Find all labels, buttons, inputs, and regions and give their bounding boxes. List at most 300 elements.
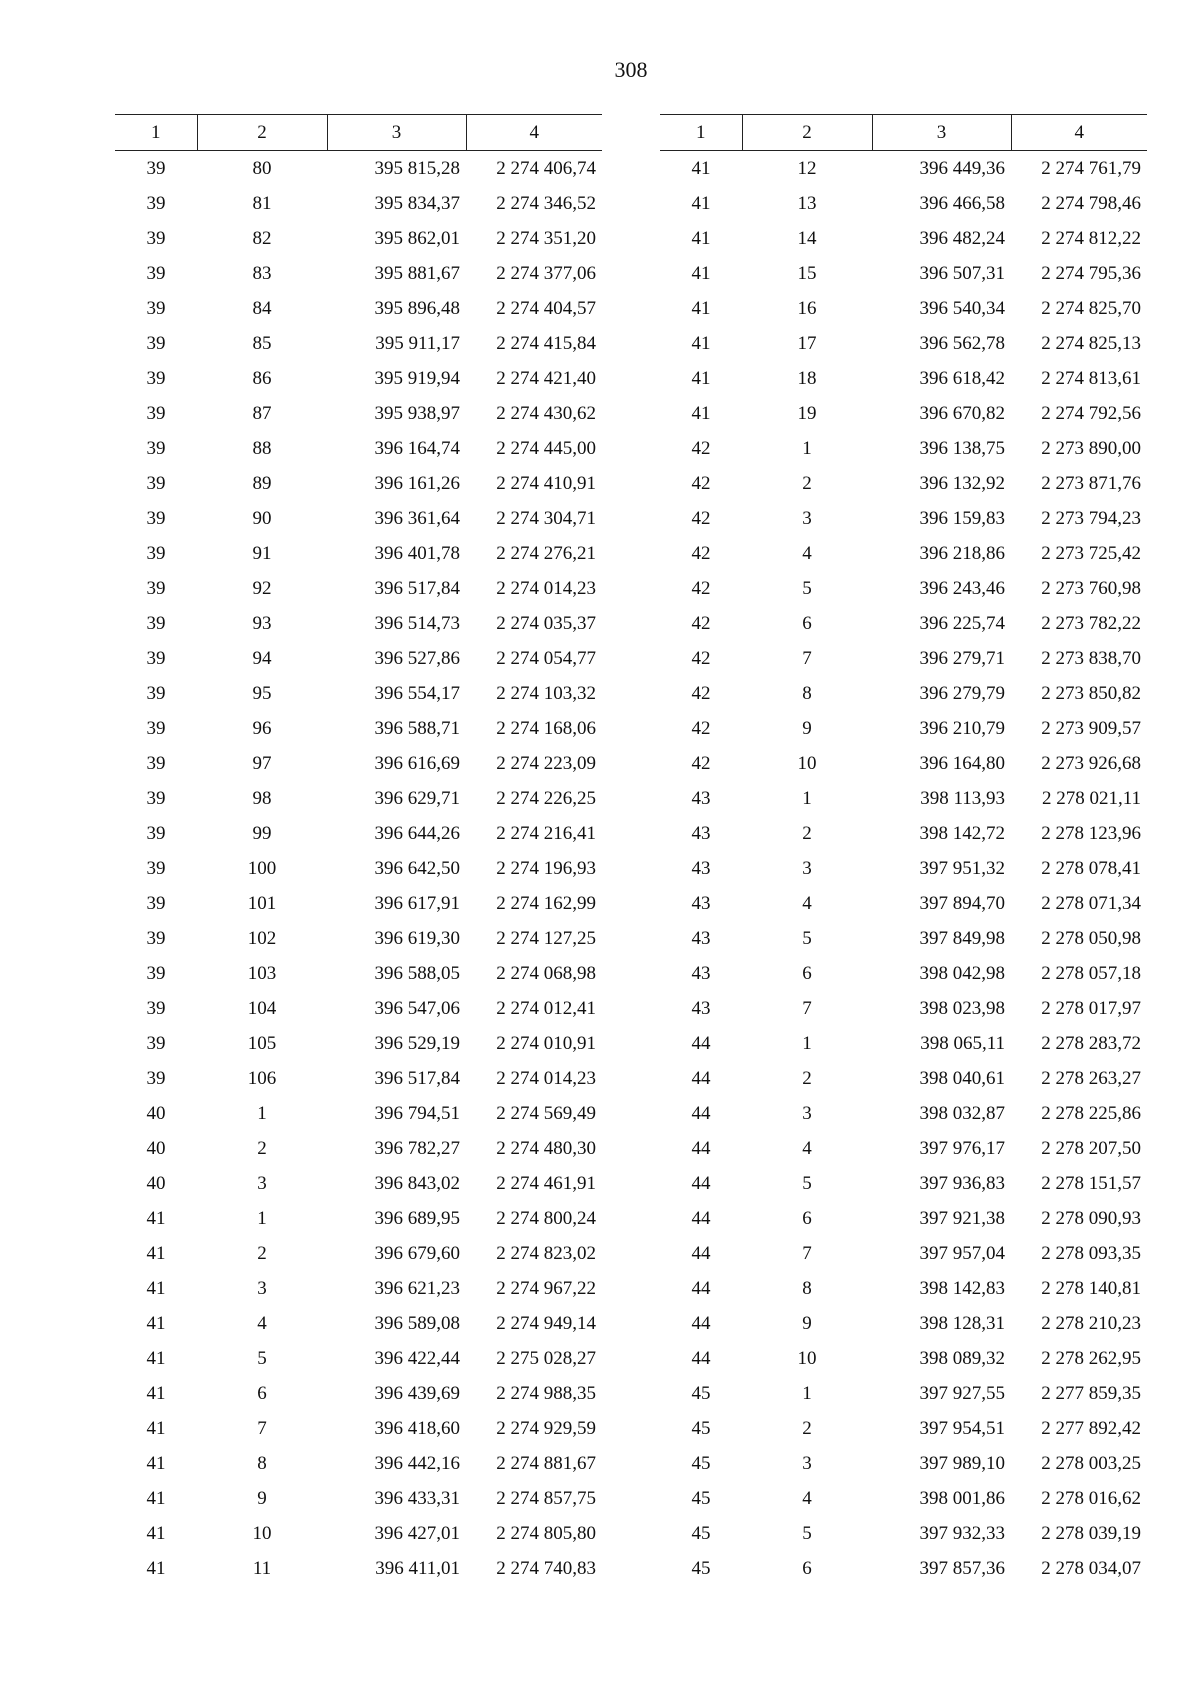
table-cell: 5 — [802, 578, 812, 599]
table-row — [115, 1236, 602, 1271]
table-cell: 44 — [691, 1138, 711, 1159]
table-cell: 2 274 406,74 — [496, 158, 596, 179]
table-cell: 39 — [146, 578, 166, 599]
table-cell: 10 — [797, 1348, 817, 1369]
table-cell: 398 089,32 — [919, 1348, 1005, 1369]
table-row — [115, 151, 602, 187]
table-row — [660, 1026, 1147, 1061]
table-cell: 396 411,01 — [375, 1558, 460, 1579]
table-cell: 88 — [252, 438, 272, 459]
table-row — [115, 221, 602, 256]
table-cell: 41 — [146, 1558, 166, 1579]
table-cell: 396 279,79 — [919, 683, 1005, 704]
table-row — [115, 466, 602, 501]
table-cell: 39 — [146, 753, 166, 774]
table-cell: 39 — [146, 858, 166, 879]
table-cell: 2 274 825,13 — [1041, 333, 1141, 354]
table-row — [115, 991, 602, 1026]
table-row — [115, 606, 602, 641]
table-cell: 396 422,44 — [374, 1348, 460, 1369]
table-row — [660, 571, 1147, 606]
table-cell: 41 — [691, 403, 711, 424]
table-cell: 2 — [257, 1243, 267, 1264]
table-cell: 2 — [802, 1068, 812, 1089]
table-cell: 2 274 421,40 — [496, 368, 596, 389]
column-header-4: 4 — [466, 115, 602, 151]
table-cell: 44 — [691, 1208, 711, 1229]
table-cell: 397 976,17 — [919, 1138, 1005, 1159]
table-row — [115, 641, 602, 676]
table-cell: 3 — [257, 1173, 267, 1194]
page-number: 308 — [614, 57, 648, 82]
table-cell: 2 274 196,93 — [496, 858, 596, 879]
table-cell: 43 — [691, 823, 711, 844]
table-cell: 41 — [146, 1208, 166, 1229]
table-cell: 2 278 050,98 — [1041, 928, 1141, 949]
table-header — [115, 115, 602, 151]
table-cell: 2 274 461,91 — [496, 1173, 596, 1194]
table-cell: 2 274 761,79 — [1041, 158, 1141, 179]
table-row — [660, 1236, 1147, 1271]
table-cell: 396 225,74 — [919, 613, 1005, 634]
table-row — [115, 1061, 602, 1096]
table-cell: 2 274 216,41 — [496, 823, 596, 844]
table-cell: 2 274 351,20 — [496, 228, 596, 249]
table-row — [660, 536, 1147, 571]
table-row — [115, 1376, 602, 1411]
table-row — [660, 151, 1147, 187]
table-row — [115, 1026, 602, 1061]
table-cell: 5 — [257, 1348, 267, 1369]
table-cell: 2 278 151,57 — [1041, 1173, 1141, 1194]
table-cell: 2 274 276,21 — [496, 543, 596, 564]
table-row — [115, 921, 602, 956]
table-cell: 2 274 430,62 — [496, 403, 596, 424]
table-cell: 396 401,78 — [374, 543, 460, 564]
table-row — [660, 1271, 1147, 1306]
table-cell: 7 — [802, 998, 812, 1019]
table-cell: 2 273 871,76 — [1041, 473, 1141, 494]
table-cell: 2 274 127,25 — [496, 928, 596, 949]
table-cell: 8 — [802, 683, 812, 704]
table-row — [660, 291, 1147, 326]
table-cell: 397 849,98 — [919, 928, 1005, 949]
table-cell: 2 274 795,36 — [1041, 263, 1141, 284]
table-cell: 7 — [802, 1243, 812, 1264]
table-cell: 2 274 162,99 — [496, 893, 596, 914]
table-cell: 396 540,34 — [919, 298, 1005, 319]
coordinates-table-left — [115, 114, 602, 1586]
table-cell: 8 — [802, 1278, 812, 1299]
table-cell: 83 — [252, 263, 272, 284]
table-cell: 82 — [252, 228, 272, 249]
table-cell: 2 277 892,42 — [1041, 1418, 1141, 1439]
table-cell: 92 — [252, 578, 272, 599]
table-cell: 396 670,82 — [919, 403, 1005, 424]
table-cell: 43 — [691, 928, 711, 949]
table-row — [660, 1481, 1147, 1516]
table-cell: 95 — [252, 683, 272, 704]
table-cell: 2 274 168,06 — [496, 718, 596, 739]
table-cell: 43 — [691, 963, 711, 984]
table-cell: 2 274 798,46 — [1041, 193, 1141, 214]
table-cell: 45 — [691, 1523, 711, 1544]
table-cell: 2 274 346,52 — [496, 193, 596, 214]
table-cell: 39 — [146, 788, 166, 809]
table-cell: 41 — [691, 368, 711, 389]
table-cell: 45 — [691, 1488, 711, 1509]
table-cell: 96 — [252, 718, 272, 739]
table-row — [115, 676, 602, 711]
table-cell: 2 — [802, 473, 812, 494]
table-cell: 45 — [691, 1558, 711, 1579]
table-cell: 104 — [247, 998, 277, 1019]
table-cell: 2 278 039,19 — [1041, 1523, 1141, 1544]
table-cell: 98 — [252, 788, 272, 809]
table-cell: 7 — [257, 1418, 267, 1439]
table-cell: 2 278 057,18 — [1041, 963, 1141, 984]
table-cell: 395 911,17 — [375, 333, 460, 354]
table-cell: 2 273 782,22 — [1041, 613, 1141, 634]
table-row — [115, 256, 602, 291]
table-row — [660, 991, 1147, 1026]
table-cell: 2 278 123,96 — [1041, 823, 1141, 844]
table-cell: 398 001,86 — [919, 1488, 1005, 1509]
table-cell: 2 274 480,30 — [496, 1138, 596, 1159]
table-cell: 397 927,55 — [919, 1383, 1005, 1404]
table-cell: 97 — [252, 753, 272, 774]
table-cell: 43 — [691, 858, 711, 879]
table-cell: 42 — [691, 508, 711, 529]
table-cell: 40 — [146, 1173, 166, 1194]
table-cell: 2 278 016,62 — [1041, 1488, 1141, 1509]
table-cell: 40 — [146, 1103, 166, 1124]
table-cell: 398 032,87 — [919, 1103, 1005, 1124]
table-cell: 2 — [802, 823, 812, 844]
table-cell: 396 589,08 — [374, 1313, 460, 1334]
table-cell: 40 — [146, 1138, 166, 1159]
table-cell: 42 — [691, 753, 711, 774]
table-row — [115, 326, 602, 361]
table-cell: 19 — [797, 403, 817, 424]
table-row — [115, 536, 602, 571]
table-cell: 41 — [146, 1523, 166, 1544]
table-cell: 41 — [146, 1488, 166, 1509]
table-cell: 2 274 929,59 — [496, 1418, 596, 1439]
table-row — [660, 1551, 1147, 1586]
table-cell: 93 — [252, 613, 272, 634]
table-cell: 396 466,58 — [919, 193, 1005, 214]
table-cell: 396 164,80 — [919, 753, 1005, 774]
table-cell: 396 138,75 — [919, 438, 1005, 459]
table-row — [115, 186, 602, 221]
table-cell: 2 278 093,35 — [1041, 1243, 1141, 1264]
table-row — [660, 886, 1147, 921]
table-cell: 4 — [257, 1313, 267, 1334]
table-cell: 398 128,31 — [919, 1313, 1005, 1334]
table-row — [660, 676, 1147, 711]
table-cell: 2 274 014,23 — [496, 578, 596, 599]
table-cell: 91 — [252, 543, 272, 564]
table-cell: 10 — [797, 753, 817, 774]
table-row — [660, 1131, 1147, 1166]
table-cell: 2 275 028,27 — [496, 1348, 596, 1369]
table-cell: 39 — [146, 1068, 166, 1089]
table-row — [660, 326, 1147, 361]
table-cell: 2 274 410,91 — [496, 473, 596, 494]
table-cell: 11 — [252, 1558, 272, 1579]
table-row — [660, 396, 1147, 431]
table-row — [115, 886, 602, 921]
table-cell: 41 — [146, 1453, 166, 1474]
table-cell: 396 482,24 — [919, 228, 1005, 249]
table-cell: 2 274 014,23 — [496, 1068, 596, 1089]
table-cell: 2 277 859,35 — [1041, 1383, 1141, 1404]
table-row — [660, 1166, 1147, 1201]
table-header — [660, 115, 1147, 151]
table-cell: 395 862,01 — [374, 228, 460, 249]
table-cell: 2 278 034,07 — [1041, 1558, 1141, 1579]
table-row — [115, 746, 602, 781]
table-row — [115, 1481, 602, 1516]
table-cell: 39 — [146, 648, 166, 669]
table-cell: 1 — [802, 1383, 812, 1404]
table-row — [115, 1411, 602, 1446]
table-row — [660, 746, 1147, 781]
table-cell: 397 857,36 — [919, 1558, 1005, 1579]
table-cell: 9 — [802, 1313, 812, 1334]
column-header-1: 1 — [115, 115, 197, 151]
table-cell: 397 936,83 — [919, 1173, 1005, 1194]
table-cell: 396 442,16 — [374, 1453, 460, 1474]
table-cell: 44 — [691, 1173, 711, 1194]
table-cell: 396 644,26 — [374, 823, 460, 844]
table-cell: 398 113,93 — [920, 788, 1005, 809]
table-cell: 396 782,27 — [374, 1138, 460, 1159]
table-cell: 395 919,94 — [374, 368, 460, 389]
table-cell: 10 — [252, 1523, 272, 1544]
table-cell: 2 273 926,68 — [1041, 753, 1141, 774]
table-cell: 89 — [252, 473, 272, 494]
column-header-1: 1 — [660, 115, 742, 151]
table-cell: 90 — [252, 508, 272, 529]
table-cell: 41 — [691, 228, 711, 249]
table-cell: 41 — [691, 158, 711, 179]
table-row — [660, 431, 1147, 466]
table-cell: 6 — [802, 1208, 812, 1229]
table-cell: 2 274 103,32 — [496, 683, 596, 704]
table-cell: 2 274 825,70 — [1041, 298, 1141, 319]
table-cell: 396 210,79 — [919, 718, 1005, 739]
table-cell: 398 142,83 — [919, 1278, 1005, 1299]
table-row — [660, 221, 1147, 256]
table-row — [115, 1166, 602, 1201]
table-cell: 2 278 017,97 — [1041, 998, 1141, 1019]
table-cell: 44 — [691, 1278, 711, 1299]
table-row — [115, 1446, 602, 1481]
table-cell: 396 621,23 — [374, 1278, 460, 1299]
table-cell: 42 — [691, 613, 711, 634]
table-cell: 396 514,73 — [374, 613, 460, 634]
table-row — [115, 361, 602, 396]
table-cell: 2 273 890,00 — [1041, 438, 1141, 459]
table-cell: 41 — [146, 1383, 166, 1404]
table-cell: 45 — [691, 1418, 711, 1439]
table-cell: 3 — [802, 858, 812, 879]
table-cell: 8 — [257, 1453, 267, 1474]
table-cell: 2 274 805,80 — [496, 1523, 596, 1544]
table-row — [115, 816, 602, 851]
table-cell: 41 — [146, 1313, 166, 1334]
table-cell: 4 — [802, 893, 812, 914]
table-row — [660, 1376, 1147, 1411]
table-cell: 396 517,84 — [374, 1068, 460, 1089]
table-row — [115, 571, 602, 606]
table-cell: 105 — [247, 1033, 277, 1054]
table-row — [115, 956, 602, 991]
table-cell: 2 274 988,35 — [496, 1383, 596, 1404]
table-row — [660, 186, 1147, 221]
table-cell: 1 — [802, 1033, 812, 1054]
table-row — [115, 1341, 602, 1376]
table-cell: 42 — [691, 683, 711, 704]
table-cell: 42 — [691, 648, 711, 669]
coordinates-table-right — [660, 114, 1147, 1586]
table-cell: 39 — [146, 193, 166, 214]
table-cell: 397 989,10 — [919, 1453, 1005, 1474]
table-cell: 42 — [691, 718, 711, 739]
table-cell: 1 — [257, 1103, 267, 1124]
table-cell: 396 547,06 — [374, 998, 460, 1019]
table-cell: 396 159,83 — [919, 508, 1005, 529]
table-cell: 397 921,38 — [919, 1208, 1005, 1229]
table-cell: 2 273 850,82 — [1041, 683, 1141, 704]
table-cell: 42 — [691, 438, 711, 459]
table-cell: 9 — [257, 1488, 267, 1509]
table-cell: 396 449,36 — [919, 158, 1005, 179]
table-cell: 39 — [146, 893, 166, 914]
table-cell: 3 — [802, 1103, 812, 1124]
table-cell: 397 894,70 — [919, 893, 1005, 914]
table-cell: 396 218,86 — [919, 543, 1005, 564]
table-cell: 1 — [802, 438, 812, 459]
table-cell: 2 273 725,42 — [1041, 543, 1141, 564]
table-cell: 2 278 090,93 — [1041, 1208, 1141, 1229]
table-cell: 2 — [802, 1418, 812, 1439]
table-row — [115, 291, 602, 326]
table-cell: 39 — [146, 998, 166, 1019]
table-cell: 41 — [691, 298, 711, 319]
table-cell: 41 — [146, 1243, 166, 1264]
table-cell: 2 274 404,57 — [496, 298, 596, 319]
table-row — [660, 921, 1147, 956]
table-cell: 2 278 210,23 — [1041, 1313, 1141, 1334]
table-cell: 397 954,51 — [919, 1418, 1005, 1439]
table-cell: 42 — [691, 473, 711, 494]
table-cell: 2 278 078,41 — [1041, 858, 1141, 879]
table-cell: 18 — [797, 368, 817, 389]
table-cell: 85 — [252, 333, 272, 354]
table-cell: 2 274 569,49 — [496, 1103, 596, 1124]
table-row — [115, 1201, 602, 1236]
table-cell: 6 — [802, 613, 812, 634]
table-cell: 44 — [691, 1348, 711, 1369]
table-cell: 39 — [146, 403, 166, 424]
table-cell: 80 — [252, 158, 272, 179]
table-row — [115, 1131, 602, 1166]
table-cell: 39 — [146, 963, 166, 984]
table-cell: 2 — [257, 1138, 267, 1159]
table-cell: 2 278 283,72 — [1041, 1033, 1141, 1054]
table-cell: 2 274 226,25 — [496, 788, 596, 809]
table-row — [115, 781, 602, 816]
table-cell: 2 274 377,06 — [496, 263, 596, 284]
table-cell: 39 — [146, 823, 166, 844]
table-cell: 39 — [146, 333, 166, 354]
table-cell: 2 274 792,56 — [1041, 403, 1141, 424]
table-cell: 39 — [146, 718, 166, 739]
table-cell: 395 834,37 — [374, 193, 460, 214]
table-cell: 39 — [146, 263, 166, 284]
table-row — [660, 501, 1147, 536]
table-cell: 396 433,31 — [374, 1488, 460, 1509]
table-cell: 2 274 304,71 — [496, 508, 596, 529]
table-cell: 396 689,95 — [374, 1208, 460, 1229]
table-cell: 398 142,72 — [919, 823, 1005, 844]
table-row — [660, 711, 1147, 746]
table-cell: 106 — [247, 1068, 277, 1089]
table-cell: 2 274 010,91 — [496, 1033, 596, 1054]
table-cell: 6 — [802, 963, 812, 984]
table-row — [660, 606, 1147, 641]
table-cell: 39 — [146, 1033, 166, 1054]
table-cell: 39 — [146, 228, 166, 249]
table-cell: 13 — [797, 193, 817, 214]
table-cell: 4 — [802, 1488, 812, 1509]
table-row — [660, 1516, 1147, 1551]
table-cell: 2 274 415,84 — [496, 333, 596, 354]
table-row — [660, 1061, 1147, 1096]
table-cell: 102 — [247, 928, 277, 949]
table-cell: 2 274 223,09 — [496, 753, 596, 774]
table-cell: 396 616,69 — [374, 753, 460, 774]
table-cell: 395 938,97 — [374, 403, 460, 424]
table-cell: 2 274 035,37 — [496, 613, 596, 634]
table-cell: 2 278 003,25 — [1041, 1453, 1141, 1474]
table-cell: 2 274 881,67 — [496, 1453, 596, 1474]
table-cell: 397 957,04 — [919, 1243, 1005, 1264]
table-cell: 396 517,84 — [374, 578, 460, 599]
table-cell: 43 — [691, 788, 711, 809]
table-cell: 397 951,32 — [919, 858, 1005, 879]
table-cell: 396 439,69 — [374, 1383, 460, 1404]
table-row — [660, 256, 1147, 291]
table-cell: 396 588,05 — [374, 963, 460, 984]
table-cell: 2 273 794,23 — [1041, 508, 1141, 529]
table-cell: 39 — [146, 298, 166, 319]
table-cell: 81 — [252, 193, 272, 214]
table-body-left — [115, 151, 602, 1587]
table-cell: 396 618,42 — [919, 368, 1005, 389]
table-cell: 39 — [146, 543, 166, 564]
table-cell: 3 — [802, 508, 812, 529]
table-cell: 100 — [247, 858, 277, 879]
table-cell: 396 161,26 — [374, 473, 460, 494]
table-row — [660, 1446, 1147, 1481]
table-cell: 6 — [802, 1558, 812, 1579]
table-cell: 2 278 140,81 — [1041, 1278, 1141, 1299]
table-cell: 44 — [691, 1068, 711, 1089]
